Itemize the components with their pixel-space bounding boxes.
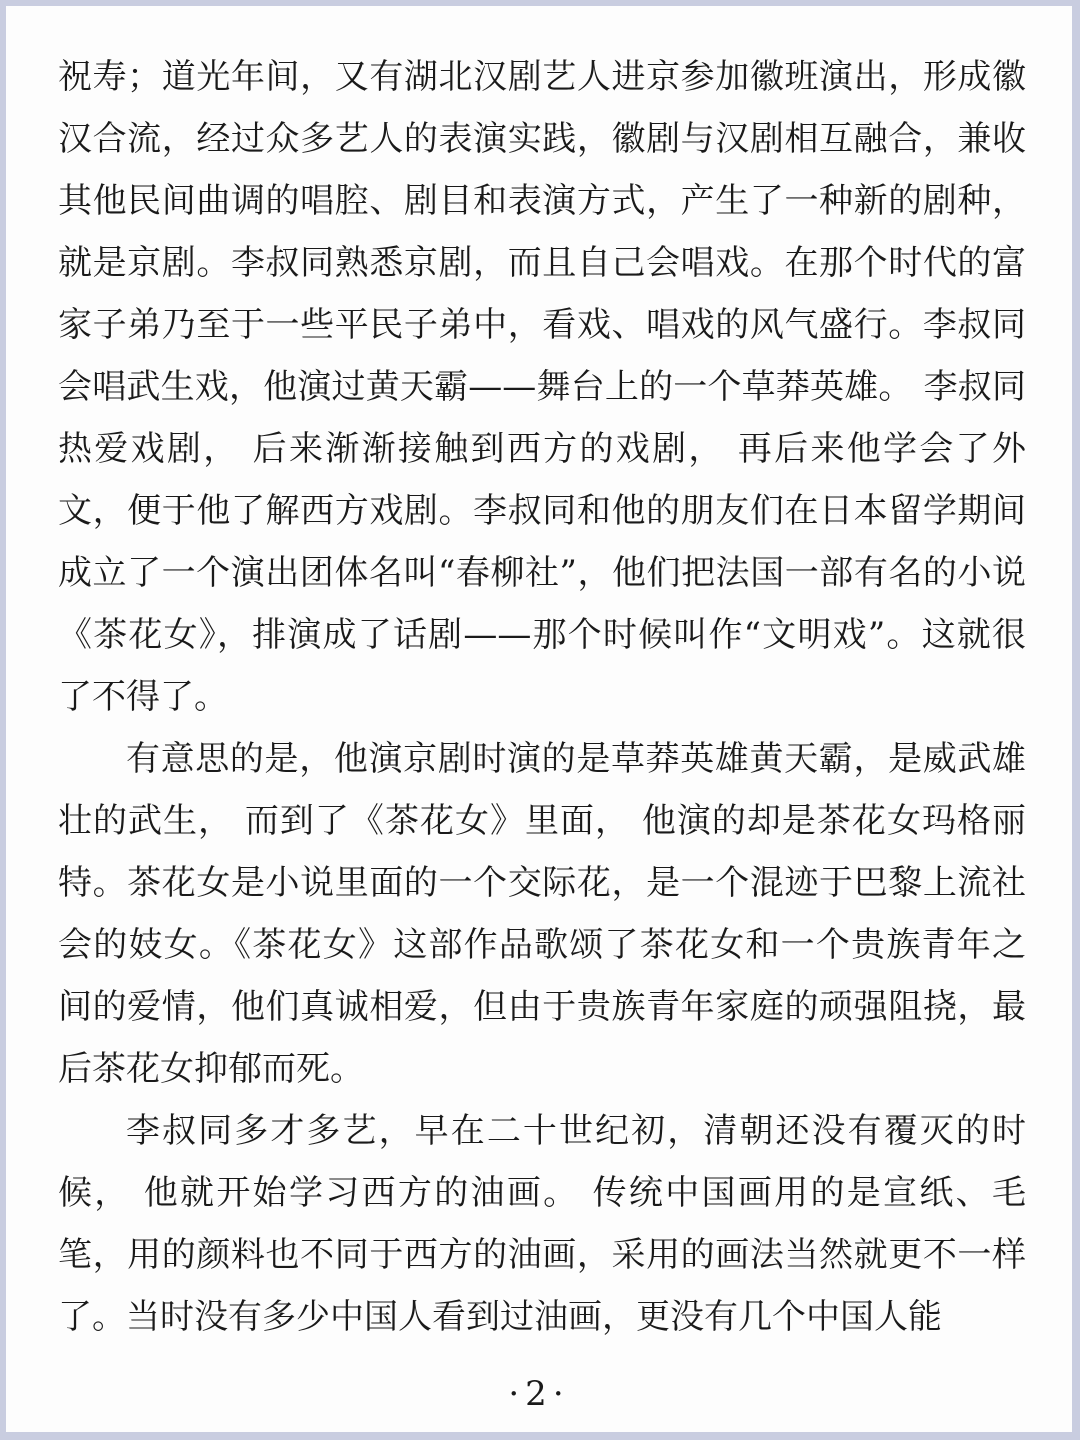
paragraph-1: 祝寿；道光年间，又有湖北汉剧艺人进京参加徽班演出，形成徽汉合流，经过众多艺人的表演实践，徽剧与汉剧相互融合，兼收其他民间曲调的唱腔、剧目和表演方式，产生了一种新的剧种，就是京剧。李叔同熟悉京剧，而且自己会唱戏。在那个时代的富家子弟乃至于一些平民子弟中，看戏、唱戏的风气盛行。李叔同会唱武生戏，他演过黄天霸——舞台上的一个草莽英雄。 李叔同热爱戏剧， 后来渐渐接触到西方的戏剧， 再后来他学会了外文，便于他了解西方戏剧。李叔同和他的朋友们在日本留学期间成立了一个演出团体名叫“春柳社”，他们把法国一部有名的小说《茶花女》，排演成了话剧——那个时候叫作“文明戏”。这就很了不得了。 bbox=[58, 57, 1026, 717]
paragraph-2: 有意思的是，他演京剧时演的是草莽英雄黄天霸，是威武雄壮的武生， 而到了《茶花女》里面， 他演的却是茶花女玛格丽特。茶花女是小说里面的一个交际花，是一个混迹于巴黎上流社会的妓女。《茶花女》这部作品歌颂了茶花女和一个贵族青年之间的爱情，他们真诚相爱，但由于贵族青年家庭的顽强阻挠，最后茶花女抑郁而死。 bbox=[58, 739, 1026, 1089]
page-number: ·2· bbox=[508, 1374, 570, 1414]
paragraph-3: 李叔同多才多艺，早在二十世纪初，清朝还没有覆灭的时候， 他就开始学习西方的油画。 传统中国画用的是宣纸、毛笔，用的颜料也不同于西方的油画，采用的画法当然就更不一样了。当时没有多少中国人看到过油画，更没有几个中国人能 bbox=[58, 1111, 1026, 1337]
document-page bbox=[6, 6, 1072, 1432]
body-text bbox=[58, 46, 1026, 1348]
